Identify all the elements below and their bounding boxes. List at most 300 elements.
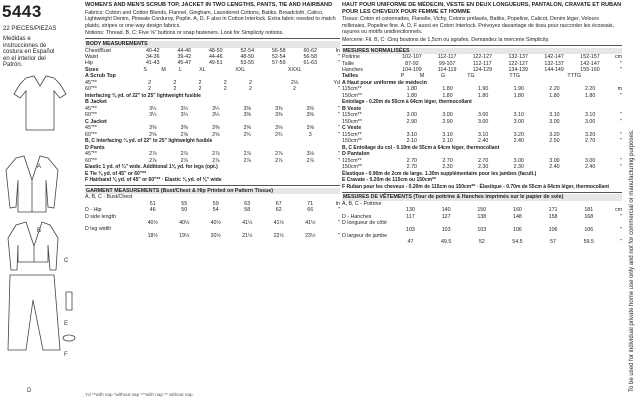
row-value: 57-59 <box>271 60 286 67</box>
view-letter-c: C <box>64 258 69 264</box>
row-unit: " <box>620 164 622 171</box>
row-value: 112-117 <box>437 54 457 61</box>
row-value: 102-107 <box>402 54 422 61</box>
size-cell: M <box>161 66 166 73</box>
row-value: 3¼ <box>149 105 157 112</box>
yardage-table <box>85 80 340 93</box>
row-value: 2 <box>223 86 227 93</box>
size-cell: P <box>400 73 405 80</box>
row-value: 2 <box>293 86 296 93</box>
row-value: 3.00 <box>549 157 560 164</box>
row-unit: " <box>620 60 622 67</box>
row-value: 127 <box>441 213 451 220</box>
row-value: 3.10 <box>584 112 596 119</box>
french-fabrics: Tissus: Coton et cotonnades, Flanelle, Vichy, Cotons prélavés, Batiks, Popeline, Calicot, Denim léger, Velours milleraies, Popeline fine. A, D, F aussi en Coton Interlock. Prévoyez davantage de tissu pour raccorder les écossais, rayures ou motifs unidirectionnels. <box>342 16 615 36</box>
row-value: 106 <box>584 226 594 233</box>
row-value: 2.90 <box>406 118 417 125</box>
english-garment-table <box>85 194 340 239</box>
row-value: 99-107 <box>438 60 456 67</box>
row-value: 2⅞ <box>243 151 251 158</box>
row-value: 2 <box>173 86 177 93</box>
row-value: 52-54 <box>271 53 286 60</box>
row-unit: Yd <box>333 79 340 86</box>
pattern-number: 5443 <box>2 2 42 21</box>
row-value: 3.10 <box>513 112 524 119</box>
row-value: 60-62 <box>303 47 318 54</box>
row-value: 48-50 <box>208 47 223 54</box>
english-body-heading: BODY MEASUREMENTS <box>85 41 340 48</box>
row-value: 44-46 <box>208 53 223 60</box>
row-value: 52 <box>478 239 485 246</box>
view-d-drawing <box>8 275 60 350</box>
row-value: 106 <box>548 226 558 233</box>
row-value: 138 <box>477 213 487 220</box>
yardage-section-title: C Jacket <box>85 118 107 125</box>
row-value: 134-139 <box>508 66 528 73</box>
view-letter-a: A <box>37 164 42 170</box>
row-value: 2.30 <box>442 164 453 171</box>
row-unit: " <box>338 131 340 138</box>
view-f-drawing <box>63 335 75 341</box>
french-notions: Mercerie: Fil. B, C: Cinq boutons de 1,5cm ou agrafes. Demandez la mercerie Simplicity. <box>342 36 550 43</box>
row-value: 2⅞ <box>243 157 251 164</box>
row-label: Waist <box>85 53 99 60</box>
row-value: 59 <box>212 200 219 207</box>
row-value: 2⅞ <box>212 157 220 164</box>
divider <box>342 45 622 46</box>
row-value: 2 <box>148 79 152 86</box>
yardage-note: F Ruban pour les cheveux - 0.20m de 115cm ou 150cm** · Élastique - 0.70m de 55cm à 64cm léger, thermocollant <box>342 183 610 190</box>
row-value: 140 <box>441 207 451 214</box>
row-value: 3.10 <box>442 131 453 138</box>
row-label: 45"** <box>85 151 97 158</box>
view-a-drawing <box>14 76 66 130</box>
row-value: 155-160 <box>580 66 600 73</box>
row-value: 1.80 <box>442 86 453 93</box>
yardage-table <box>85 151 340 164</box>
row-unit: " <box>338 86 340 93</box>
row-value: 2 <box>248 86 252 93</box>
row-unit: " <box>620 157 622 164</box>
yardage-note: B, C Entoilage du col - 0.10m de 55cm à 64cm léger, thermocollant <box>342 144 500 151</box>
row-value: 2⅞ <box>306 157 314 164</box>
row-label: 115cm** <box>342 112 362 119</box>
row-value: 3⅜ <box>306 112 314 119</box>
view-e-drawing <box>66 292 72 310</box>
row-value: 2⅞ <box>275 157 283 164</box>
row-value: 61-63 <box>303 60 318 67</box>
row-value: 3¼ <box>212 105 220 112</box>
yardage-section-title: D Pants <box>85 144 105 151</box>
row-value: 41½ <box>305 220 316 226</box>
spanish-note: Medidas e instrucciones de costura en Español en el interior del Patrón. <box>3 36 55 68</box>
row-value: 40½ <box>179 220 190 226</box>
yardage-note: B, C Interfacing ¼ yd. of 22" to 25" lightweight fusible <box>85 138 213 144</box>
row-value: 3.10 <box>549 112 560 119</box>
view-letter-d: D <box>27 388 32 394</box>
row-value: 144-149 <box>544 66 564 73</box>
yardage-note: F Hairband ⅛ yd. of 45" or 60"** · Elastic ⅛ yd. of ⅜" wide <box>85 177 222 184</box>
table-row <box>342 239 622 245</box>
row-value: 3.00 <box>549 118 560 125</box>
yardage-table <box>342 112 622 125</box>
row-label: D largeur de jambe <box>342 233 388 239</box>
row-value: 71 <box>307 200 314 207</box>
row-value: 106 <box>513 226 522 233</box>
row-value: 122-127 <box>508 60 528 67</box>
row-unit: " <box>338 112 340 119</box>
row-value: 3.00 <box>513 118 524 125</box>
size-cell: TTG <box>509 73 520 80</box>
row-value: 2 <box>148 86 152 93</box>
row-value: 3⅛ <box>306 151 314 158</box>
row-value: 2 <box>248 79 252 86</box>
yardage-section-title: A Scrub Top <box>85 73 116 80</box>
row-label: 60"** <box>85 86 97 93</box>
row-value: 56-58 <box>303 53 318 60</box>
row-value: 132-137 <box>544 60 564 67</box>
row-value: 2.70 <box>406 157 417 164</box>
row-label: 115cm** <box>342 86 362 93</box>
row-unit: " <box>620 213 622 220</box>
row-label: A, B, C - Bust/Chest <box>85 194 133 201</box>
row-value: 2¾ <box>243 131 251 138</box>
english-title: WOMEN'S AND MEN'S SCRUB TOP, JACKET IN TWO LENGTHS, PANTS, TIE AND HAIRBAND <box>85 2 333 8</box>
row-label: 150cm** <box>342 138 363 145</box>
row-value: 124-129 <box>472 66 493 73</box>
row-value: 56-58 <box>271 47 286 54</box>
yardage-note: Élastique - 0.90m de 2cm de large. 1.30m supplémentaire pour les jambes (facult.) <box>342 170 537 177</box>
row-value: 39-42 <box>177 53 192 60</box>
row-value: 21½ <box>242 232 253 239</box>
yardage-note: Interfacing ⅜ yd. of 22" to 25" lightweight fusible <box>85 92 201 99</box>
row-label: D longueur de côté <box>342 220 387 227</box>
row-unit: " <box>338 207 340 214</box>
row-value: 3¼ <box>149 112 157 119</box>
usage-note-vertical: To be used for individual private home use only and not for commercial or manufacturing purposes. <box>629 129 635 392</box>
row-unit: In <box>335 200 340 207</box>
row-unit: " <box>620 138 622 145</box>
yardage-table <box>85 125 340 138</box>
row-value: 142-147 <box>544 54 564 61</box>
row-value: 3.00 <box>477 118 489 125</box>
yardage-section-title: B Jacket <box>85 99 107 106</box>
row-value: 2.30 <box>477 164 489 171</box>
row-value: 63 <box>244 200 251 207</box>
row-value: 2⅝ <box>212 131 220 138</box>
row-value: 112-117 <box>472 60 492 67</box>
row-value: 62 <box>275 207 282 214</box>
row-value: 2.70 <box>442 157 453 164</box>
english-body-table <box>85 48 340 67</box>
yardage-table <box>85 106 340 119</box>
row-value: 3⅜ <box>243 112 251 119</box>
french-body-heading: MESURES NORMALISÉES <box>342 48 622 55</box>
row-value: 2.70 <box>584 138 596 145</box>
row-value: 2.10 <box>442 138 453 145</box>
row-value: 3⅜ <box>149 125 157 132</box>
row-label: Chest/Bust <box>85 47 111 54</box>
row-value: 3¼ <box>180 112 188 119</box>
row-unit: " <box>338 60 340 67</box>
row-value: 152-157 <box>580 54 600 61</box>
row-label: D - Hanches <box>342 213 372 220</box>
row-value: 2⅛ <box>290 79 299 86</box>
row-value: 1.80 <box>584 92 596 99</box>
row-value: 40-42 <box>145 47 160 54</box>
row-value: 1.90 <box>477 86 489 93</box>
row-value: 1.80 <box>406 86 417 93</box>
row-value: 54 <box>212 207 219 214</box>
row-value: 3⅜ <box>275 105 283 112</box>
row-value: 3.10 <box>477 131 489 138</box>
row-value: 130 <box>406 207 415 214</box>
row-label: 115cm** <box>342 157 362 164</box>
row-value: 2⅞ <box>149 157 157 164</box>
row-value: 40½ <box>210 220 221 226</box>
row-value: 2.10 <box>406 138 417 145</box>
yardage-table <box>342 86 622 99</box>
size-cell: XXXL <box>287 66 302 73</box>
row-value: 34-36 <box>145 53 160 60</box>
row-value: 3⅜ <box>180 125 188 132</box>
row-value: 117 <box>406 213 415 220</box>
size-cell: M <box>419 73 425 80</box>
size-cell: G <box>440 73 445 80</box>
english-notions: Notions: Thread. B, C: Five ⅝" buttons or snap fasteners. Look for Simplicity notions. <box>85 30 284 37</box>
row-value: 3.00 <box>584 157 596 164</box>
row-value: 3⅝ <box>306 125 314 132</box>
row-value: 19½ <box>179 232 190 239</box>
row-value: 122-127 <box>472 54 493 61</box>
french-garment-table <box>342 201 622 246</box>
row-value: 3⅜ <box>306 105 314 112</box>
row-value: 54.5 <box>512 239 523 246</box>
row-value: 3.20 <box>584 131 596 138</box>
row-value: 3.00 <box>477 112 489 119</box>
row-unit: m <box>617 86 622 93</box>
row-value: 2 <box>173 79 177 86</box>
size-cell: S <box>143 66 147 73</box>
row-label: 60"** <box>85 157 97 164</box>
row-value: 23½ <box>305 232 316 239</box>
yardage-table <box>342 158 622 171</box>
english-fabrics: Fabrics: Cotton and Cotton Blends, Flannel, Gingham, Laundered Cottons, Batiks, Broadcloth, Calico, Lightweight Denim, Pinwale Corduroy, Poplin. A, D, F also in Cotton Interlock. Extra fabric needed to match plaids, stripes or one-way design fabrics. <box>85 9 336 29</box>
yardage-section-title: C Veste <box>342 125 362 132</box>
english-garment-heading: GARMENT MEASUREMENTS (Bust/Chest & Hip Printed on Pattern Tissue) <box>85 188 340 195</box>
row-value: 52-54 <box>240 47 255 54</box>
row-unit: " <box>620 239 622 246</box>
row-label: Hip <box>85 60 93 67</box>
row-unit: " <box>620 131 622 138</box>
row-label: Hanches <box>342 66 363 73</box>
row-value: 158 <box>548 213 558 220</box>
row-value: 41½ <box>242 220 253 226</box>
row-value: 168 <box>584 213 594 220</box>
row-value: 1.80 <box>513 92 524 99</box>
row-label <box>85 233 137 239</box>
row-value: 2⅝ <box>180 131 188 138</box>
french-title: HAUT POUR UNIFORME DE MÉDECIN, VESTE EN DEUX LONGUEURS, PANTALON, CRAVATE ET RUBAN POUR LES CHEVEUX POUR FEMME ET HOMME <box>342 2 622 15</box>
row-value: 1.90 <box>513 86 524 93</box>
french-body-table <box>342 54 622 73</box>
row-value: 3.20 <box>549 131 560 138</box>
row-value: 2¾ <box>275 131 283 138</box>
row-value: 41½ <box>273 220 284 226</box>
yardage-note: E Tie ⅜ yd. of 45" or 60"** <box>85 170 147 177</box>
row-value: 148 <box>513 213 522 220</box>
row-label <box>342 239 394 245</box>
row-value: 53-55 <box>240 60 255 67</box>
row-value: 2⅝ <box>149 131 157 138</box>
row-value: 49.5 <box>440 239 452 246</box>
row-value: 2 <box>198 86 202 93</box>
size-cell: TTTG <box>567 73 582 80</box>
row-value: 46 <box>149 207 156 214</box>
row-value: 2.20 <box>584 86 596 93</box>
view-letter-e: E <box>64 321 69 327</box>
row-value: 160 <box>513 207 522 214</box>
row-value: 51 <box>149 200 156 207</box>
row-value: 132-137 <box>508 54 528 61</box>
row-value: 3¼ <box>212 112 220 119</box>
row-value: 18½ <box>147 232 158 239</box>
row-value: 1.80 <box>406 92 417 99</box>
row-value: 40½ <box>147 220 158 226</box>
row-value: 150 <box>477 207 487 214</box>
english-column <box>85 2 340 239</box>
row-value: 3⅜ <box>212 125 220 132</box>
yardage-section-title: A Haut pour uniforme de médecin <box>342 79 427 86</box>
row-unit: " <box>338 105 340 112</box>
row-value: 104-109 <box>402 66 422 73</box>
row-value: 2.50 <box>549 138 560 145</box>
size-cell: TG <box>467 73 475 80</box>
row-value: 2.90 <box>442 118 453 125</box>
row-unit: " <box>620 118 622 125</box>
row-value: 67 <box>275 200 282 207</box>
row-value: 1.80 <box>549 92 560 99</box>
french-column <box>342 2 622 246</box>
yardage-table <box>342 132 622 145</box>
row-label: 150cm** <box>342 118 363 125</box>
row-value: 2⅞ <box>275 151 283 158</box>
row-label: 45"** <box>85 105 97 112</box>
row-value: 103 <box>477 226 487 233</box>
row-value: 45-47 <box>177 60 192 67</box>
yardage-note: Entoilage - 0.20m de 55cm à 64cm léger, thermocollant <box>342 99 472 106</box>
row-value: 2.40 <box>584 164 596 171</box>
table-row <box>85 233 340 239</box>
row-value: 2.40 <box>477 138 489 145</box>
row-unit: " <box>338 232 340 239</box>
row-unit: " <box>338 157 340 164</box>
row-label: Taille <box>342 60 355 67</box>
row-unit: cm <box>614 54 622 61</box>
sizes-label: Tailles <box>342 73 359 80</box>
row-value: 2⅞ <box>180 151 188 158</box>
row-unit: " <box>620 226 622 233</box>
row-value: 181 <box>584 207 594 214</box>
row-value: 103 <box>441 226 451 233</box>
row-value: 2⅞ <box>180 157 188 164</box>
row-unit: cm <box>614 207 622 214</box>
row-value: 3.00 <box>584 118 596 125</box>
row-label: D - Hip <box>85 207 102 214</box>
row-value: 3⅜ <box>243 105 251 112</box>
row-value: 2.70 <box>406 164 417 171</box>
row-value: 2.70 <box>477 157 489 164</box>
row-label: 150cm** <box>342 92 363 99</box>
row-value: 50 <box>181 207 188 214</box>
row-value: 59.5 <box>583 239 594 246</box>
row-unit: " <box>620 92 622 99</box>
row-value: 20½ <box>210 232 221 239</box>
row-value: 58 <box>244 207 251 214</box>
row-label: 45"** <box>85 79 97 86</box>
view-b-drawing <box>6 156 58 212</box>
row-value: 1.80 <box>442 92 453 99</box>
size-cell: XL <box>199 66 206 73</box>
row-value: 2.30 <box>513 164 524 171</box>
row-label: 60"** <box>85 112 97 119</box>
row-value: 103 <box>406 226 415 233</box>
row-label: Poitrine <box>342 54 360 61</box>
row-value: 55 <box>181 200 188 207</box>
row-value: 49-51 <box>208 60 223 67</box>
row-value: 22½ <box>273 232 284 239</box>
french-garment-heading: MESURES DE VÊTEMENTS (Tour de poitrine & Hanches imprimés sur le papier de soie) <box>342 194 622 201</box>
row-value: 1.80 <box>477 92 489 99</box>
divider <box>85 38 340 39</box>
row-value: 3⅝ <box>243 125 251 132</box>
yardage-note: Elastic 1 yd. of ¾" wide. Additional 1⅜ yd. for legs (opt.) <box>85 164 218 170</box>
row-label: 150cm** <box>342 164 363 171</box>
garment-illustrations <box>0 0 84 400</box>
row-label: 45"** <box>85 125 97 132</box>
row-value: 2.40 <box>549 164 560 171</box>
row-value: 2⅞ <box>149 151 157 158</box>
divider <box>85 185 340 186</box>
row-value: 48-50 <box>240 53 255 60</box>
yardage-note: E Cravate - 0.20m de 115cm ou 150cm** <box>342 177 436 184</box>
row-value: 2.40 <box>513 138 524 145</box>
view-letter-b: B <box>37 228 42 234</box>
row-value: 44-46 <box>177 47 192 54</box>
view-letter-f: F <box>64 352 68 358</box>
row-label: A, B, C - Poitrine <box>342 200 382 207</box>
row-value: 3.00 <box>406 112 417 119</box>
row-unit: " <box>338 151 340 158</box>
row-value: 3.00 <box>442 112 453 119</box>
pieces-label: 22 PIECES/PIEZAS <box>3 26 57 32</box>
size-cell: L <box>179 66 183 73</box>
row-value: 87-92 <box>405 60 419 67</box>
row-value: 2⅞ <box>212 151 220 158</box>
row-value: 2 <box>198 79 202 86</box>
row-value: 114-119 <box>437 66 457 73</box>
row-label: 115cm** <box>342 131 362 138</box>
row-value: 3.20 <box>513 131 524 138</box>
row-unit: " <box>338 53 340 60</box>
row-value: 2 <box>223 79 227 86</box>
row-value: 47 <box>407 239 414 246</box>
sizes-label: Sizes <box>85 66 99 73</box>
row-value: 171 <box>548 207 558 214</box>
row-label: D side length <box>85 213 116 220</box>
french-yardage <box>342 80 622 191</box>
english-yardage <box>85 73 340 184</box>
